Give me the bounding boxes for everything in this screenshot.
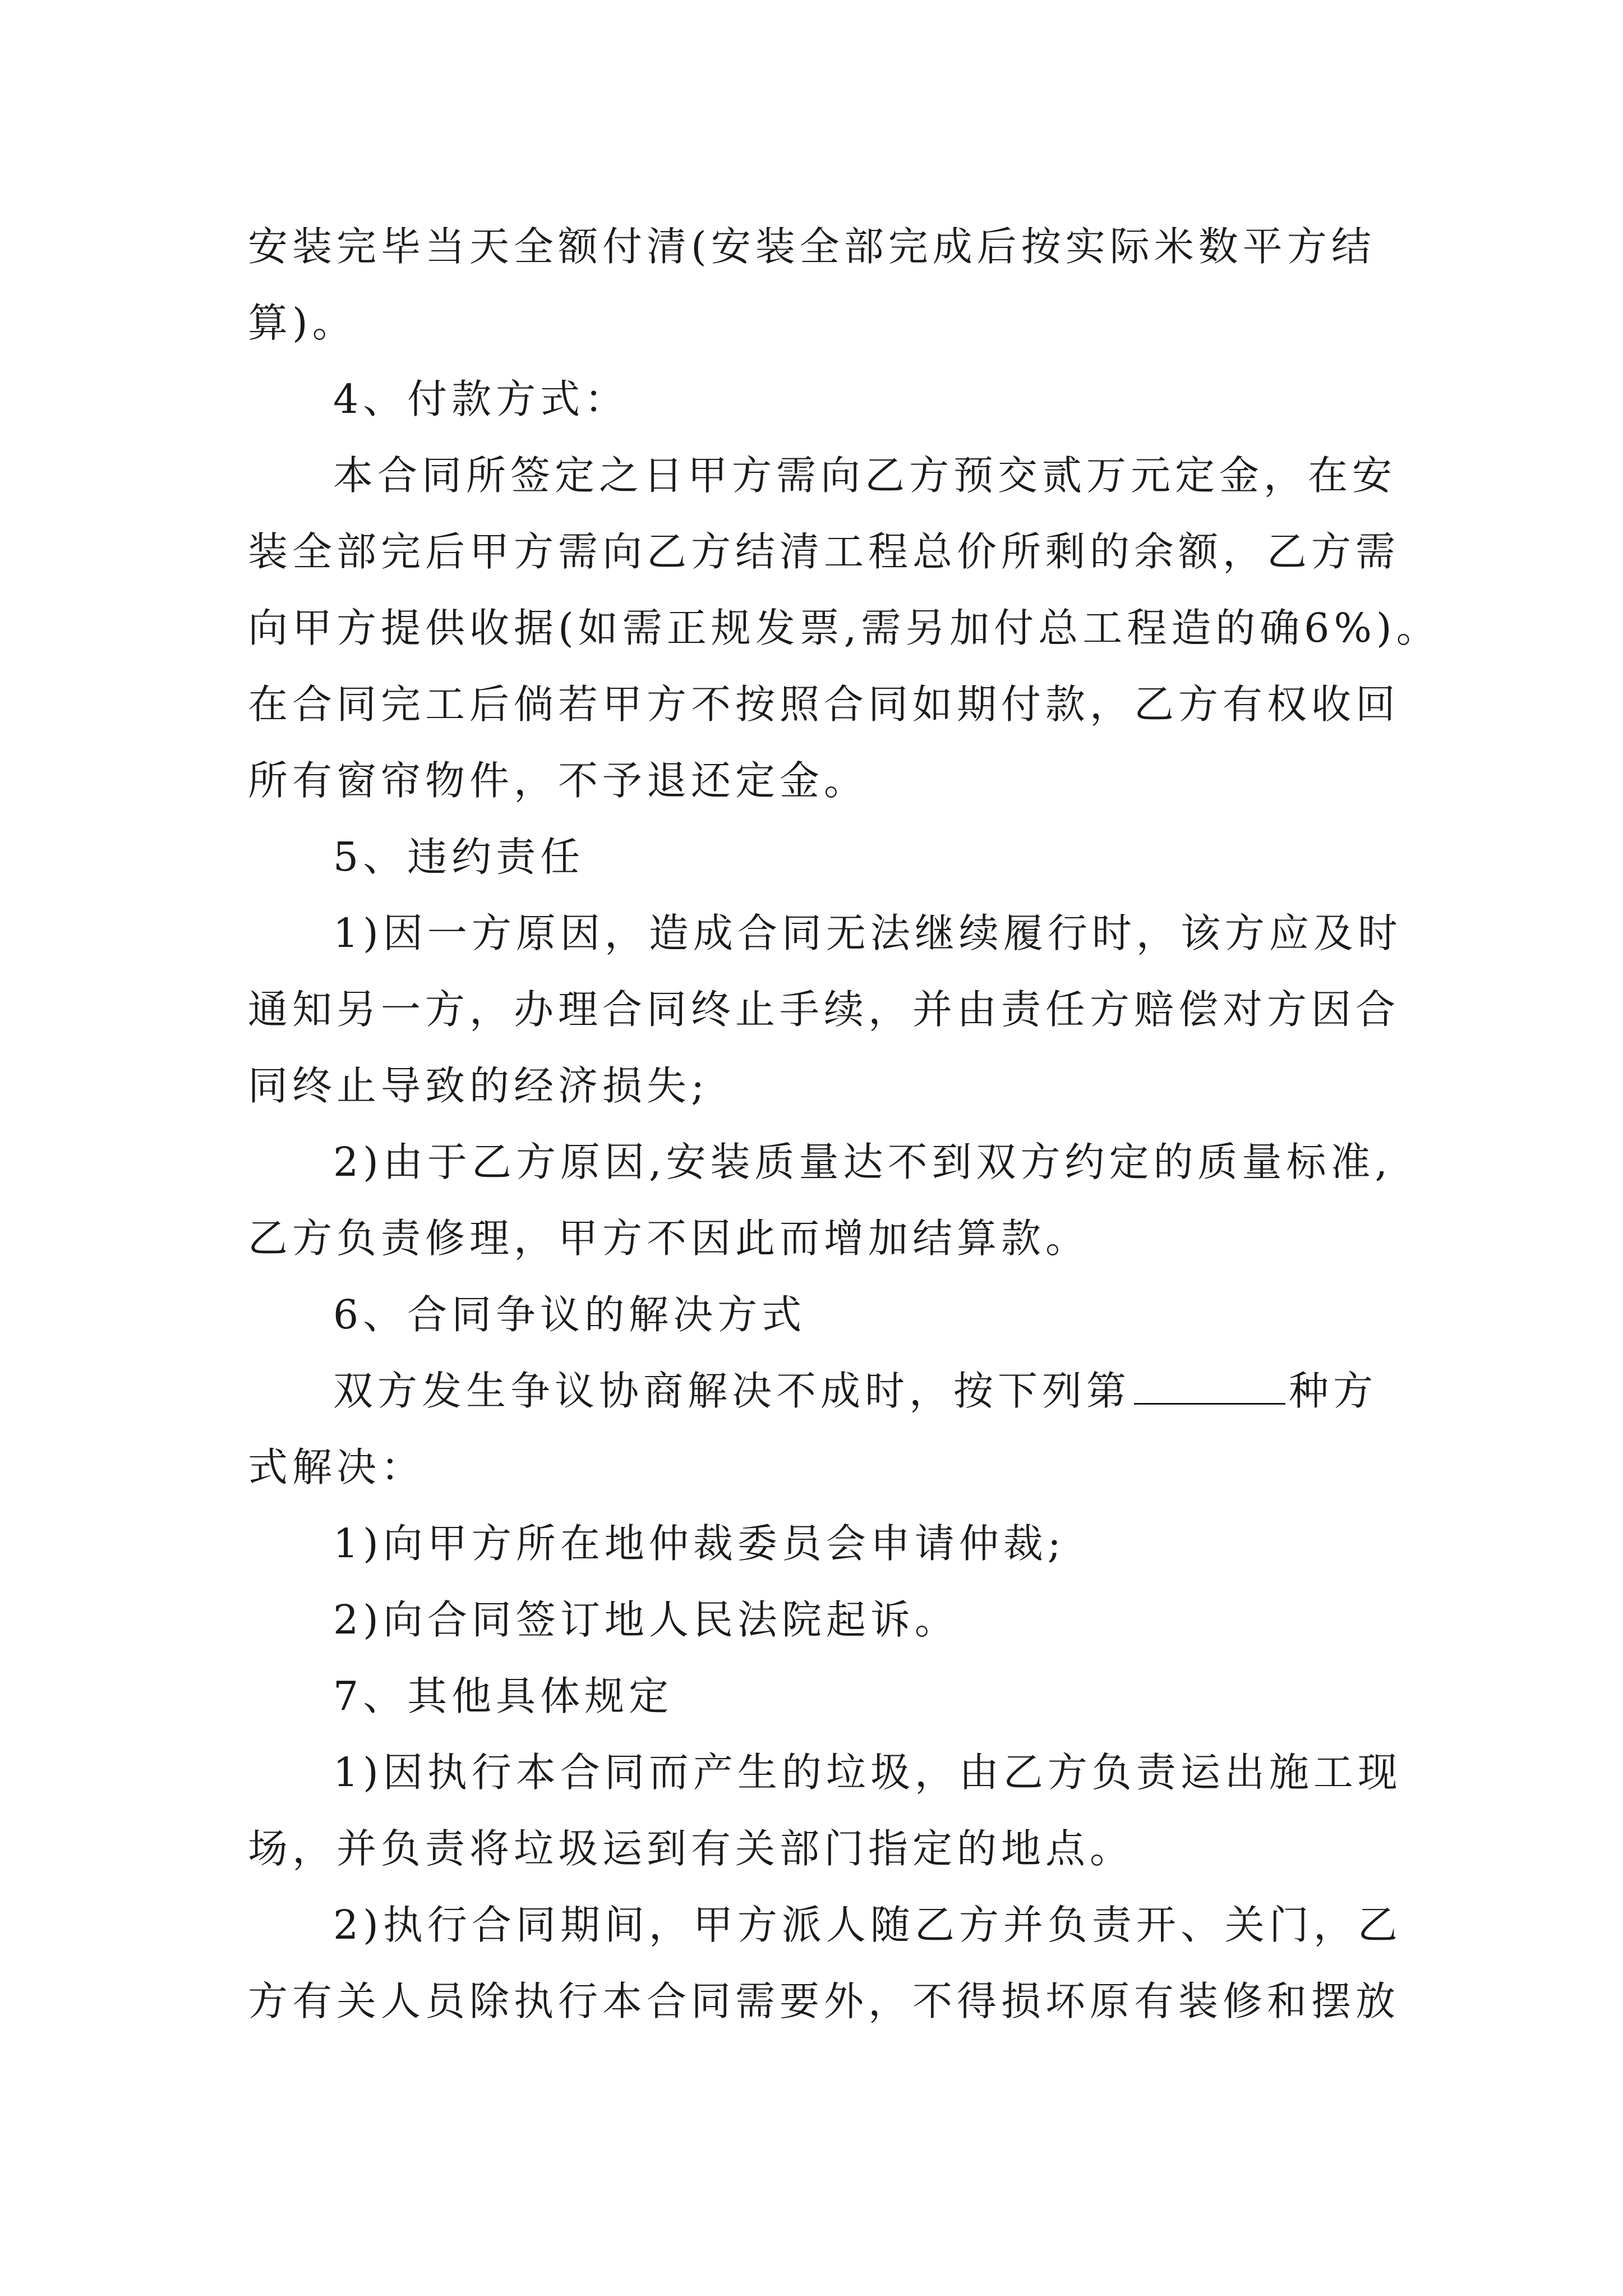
body-line: 本合同所签定之日甲方需向乙方预交贰万元定金，在安 (333, 452, 1397, 499)
body-line: 1)因执行本合同而产生的垃圾，由乙方负责运出施工现 (333, 1749, 1402, 1796)
blank-line-prefix: 双方发生争议协商解决不成时，按下列第 (333, 1368, 1131, 1414)
body-line: 通知另一方，办理合同终止手续，并由责任方赔偿对方因合 (248, 986, 1400, 1033)
body-line: 向甲方提供收据(如需正规发票,需另加付总工程造的确6%)。 (248, 605, 1441, 651)
body-line: 方有关人员除执行本合同需要外，不得损坏原有装修和摆放 (248, 1978, 1400, 2024)
contract-body (248, 209, 1441, 2040)
body-line: 2)向合同签订地人民法院起诉。 (333, 1596, 959, 1643)
blank-line-suffix: 种方 (1289, 1368, 1378, 1414)
section-heading-breach: 5、违约责任 (333, 834, 585, 880)
body-line: 算)。 (248, 300, 357, 346)
body-line: 同终止导致的经济损失; (248, 1062, 709, 1109)
body-line: 场，并负责将垃圾运到有关部门指定的地点。 (248, 1825, 1135, 1872)
body-line: 式解决： (248, 1444, 426, 1490)
body-line: 2)由于乙方原因,安装质量达不到双方约定的质量标准, (333, 1139, 1393, 1185)
section-heading-other: 7、其他具体规定 (333, 1673, 674, 1719)
body-line-with-blank (248, 1353, 1381, 1429)
fill-in-blank[interactable] (1134, 1370, 1285, 1405)
section-heading-payment: 4、付款方式： (333, 376, 629, 422)
body-line: 安装完毕当天全额付清(安装全部完成后按实际米数平方结 (248, 223, 1376, 270)
body-line: 装全部完后甲方需向乙方结清工程总价所剩的余额，乙方需 (248, 528, 1400, 575)
body-line: 在合同完工后倘若甲方不按照合同如期付款，乙方有权收回 (248, 681, 1400, 728)
body-line: 所有窗帘物件，不予退还定金。 (248, 757, 869, 804)
section-heading-dispute: 6、合同争议的解决方式 (333, 1291, 806, 1338)
body-line: 1)因一方原因，造成合同无法继续履行时，该方应及时 (333, 910, 1402, 956)
body-line: 2)执行合同期间，甲方派人随乙方并负责开、关门，乙 (333, 1902, 1402, 1948)
body-line: 1)向甲方所在地仲裁委员会申请仲裁; (333, 1520, 1066, 1567)
body-line: 乙方负责修理，甲方不因此而增加结算款。 (248, 1215, 1090, 1262)
